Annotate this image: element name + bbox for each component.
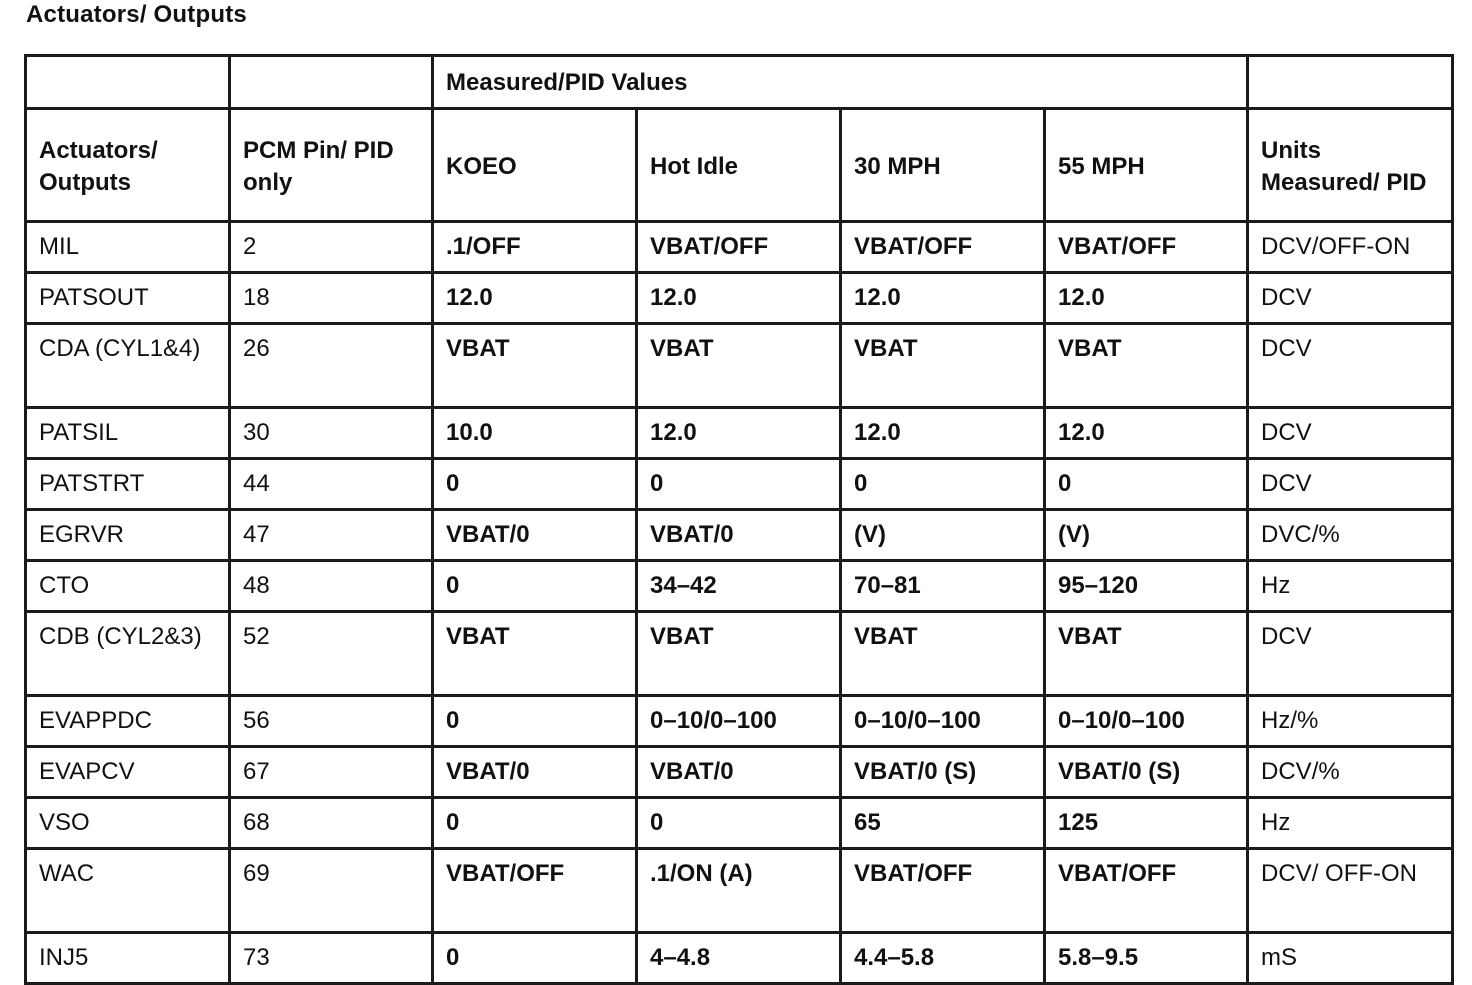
cell-30-mph: 0–10/0–100 [841, 696, 1045, 747]
cell-units: DCV [1248, 324, 1453, 408]
table-row [26, 933, 1453, 984]
cell-30-mph: VBAT [841, 612, 1045, 696]
cell-actuator-name: WAC [26, 849, 230, 933]
cell-hot-idle: 0 [637, 459, 841, 510]
cell-pcm-pin: 52 [230, 612, 433, 696]
cell-koeo: .1/OFF [433, 222, 637, 273]
cell-actuator-name: VSO [26, 798, 230, 849]
empty-header-cell [230, 56, 433, 109]
cell-30-mph: 0 [841, 459, 1045, 510]
col-header-units: Units Measured/ PID [1248, 109, 1453, 222]
cell-30-mph: 12.0 [841, 408, 1045, 459]
cell-koeo: VBAT [433, 324, 637, 408]
col-header-55-mph: 55 MPH [1045, 109, 1248, 222]
cell-units: Hz [1248, 561, 1453, 612]
cell-30-mph: 70–81 [841, 561, 1045, 612]
cell-hot-idle: VBAT/OFF [637, 222, 841, 273]
table-row [26, 273, 1453, 324]
cell-actuator-name: CDA (CYL1&4) [26, 324, 230, 408]
cell-hot-idle: 12.0 [637, 408, 841, 459]
cell-koeo: 0 [433, 696, 637, 747]
cell-koeo: 0 [433, 459, 637, 510]
table-row [26, 459, 1453, 510]
table-row [26, 798, 1453, 849]
group-header-measured-pid: Measured/PID Values [433, 56, 1248, 109]
cell-actuator-name: CTO [26, 561, 230, 612]
cell-actuator-name: PATSOUT [26, 273, 230, 324]
cell-55-mph: VBAT [1045, 324, 1248, 408]
cell-55-mph: VBAT/OFF [1045, 849, 1248, 933]
cell-koeo: 0 [433, 561, 637, 612]
cell-units: DCV [1248, 612, 1453, 696]
cell-55-mph: VBAT/0 (S) [1045, 747, 1248, 798]
table-row [26, 849, 1453, 933]
cell-hot-idle: .1/ON (A) [637, 849, 841, 933]
cell-units: Hz [1248, 798, 1453, 849]
cell-30-mph: 65 [841, 798, 1045, 849]
cell-koeo: 12.0 [433, 273, 637, 324]
cell-30-mph: VBAT/0 (S) [841, 747, 1045, 798]
cell-units: DCV [1248, 459, 1453, 510]
table-row [26, 324, 1453, 408]
cell-55-mph: 125 [1045, 798, 1248, 849]
cell-pcm-pin: 44 [230, 459, 433, 510]
cell-pcm-pin: 67 [230, 747, 433, 798]
cell-hot-idle: VBAT/0 [637, 510, 841, 561]
cell-pcm-pin: 47 [230, 510, 433, 561]
cell-hot-idle: VBAT [637, 324, 841, 408]
cell-pcm-pin: 73 [230, 933, 433, 984]
cell-30-mph: VBAT [841, 324, 1045, 408]
cell-hot-idle: 34–42 [637, 561, 841, 612]
table-row [26, 696, 1453, 747]
column-header-row [26, 109, 1453, 222]
cell-hot-idle: 0–10/0–100 [637, 696, 841, 747]
cell-55-mph: VBAT [1045, 612, 1248, 696]
empty-header-cell [26, 56, 230, 109]
cell-30-mph: (V) [841, 510, 1045, 561]
cell-55-mph: 95–120 [1045, 561, 1248, 612]
table-row [26, 747, 1453, 798]
cell-pcm-pin: 30 [230, 408, 433, 459]
cell-actuator-name: EVAPCV [26, 747, 230, 798]
cell-55-mph: (V) [1045, 510, 1248, 561]
group-header-row [26, 56, 1453, 109]
col-header-30-mph: 30 MPH [841, 109, 1045, 222]
cell-pcm-pin: 68 [230, 798, 433, 849]
cell-pcm-pin: 18 [230, 273, 433, 324]
table-row [26, 561, 1453, 612]
cell-pcm-pin: 48 [230, 561, 433, 612]
cell-koeo: VBAT/OFF [433, 849, 637, 933]
cell-hot-idle: 0 [637, 798, 841, 849]
cell-units: DCV [1248, 408, 1453, 459]
actuators-outputs-table [24, 54, 1454, 985]
cell-hot-idle: VBAT/0 [637, 747, 841, 798]
cell-units: DCV/ OFF-ON [1248, 849, 1453, 933]
cell-30-mph: VBAT/OFF [841, 849, 1045, 933]
col-header-actuators: Actuators/ Outputs [26, 109, 230, 222]
cell-units: mS [1248, 933, 1453, 984]
cell-pcm-pin: 69 [230, 849, 433, 933]
cell-55-mph: 5.8–9.5 [1045, 933, 1248, 984]
cell-55-mph: 12.0 [1045, 408, 1248, 459]
col-header-koeo: KOEO [433, 109, 637, 222]
table-row [26, 222, 1453, 273]
table-row [26, 408, 1453, 459]
cell-units: DCV [1248, 273, 1453, 324]
page-title: Actuators/ Outputs [26, 1, 247, 28]
cell-actuator-name: PATSTRT [26, 459, 230, 510]
table-row [26, 510, 1453, 561]
cell-55-mph: 0–10/0–100 [1045, 696, 1248, 747]
cell-koeo: 0 [433, 798, 637, 849]
cell-pcm-pin: 26 [230, 324, 433, 408]
cell-units: Hz/% [1248, 696, 1453, 747]
cell-units: DCV/OFF-ON [1248, 222, 1453, 273]
cell-pcm-pin: 56 [230, 696, 433, 747]
cell-actuator-name: MIL [26, 222, 230, 273]
col-header-pcm-pin: PCM Pin/ PID only [230, 109, 433, 222]
cell-koeo: VBAT/0 [433, 510, 637, 561]
cell-actuator-name: EVAPPDC [26, 696, 230, 747]
cell-hot-idle: VBAT [637, 612, 841, 696]
cell-koeo: VBAT [433, 612, 637, 696]
col-header-hot-idle: Hot Idle [637, 109, 841, 222]
cell-units: DCV/% [1248, 747, 1453, 798]
cell-actuator-name: EGRVR [26, 510, 230, 561]
cell-actuator-name: PATSIL [26, 408, 230, 459]
cell-30-mph: 12.0 [841, 273, 1045, 324]
cell-hot-idle: 12.0 [637, 273, 841, 324]
cell-koeo: 10.0 [433, 408, 637, 459]
cell-30-mph: VBAT/OFF [841, 222, 1045, 273]
cell-units: DVC/% [1248, 510, 1453, 561]
cell-koeo: 0 [433, 933, 637, 984]
empty-header-cell [1248, 56, 1453, 109]
cell-pcm-pin: 2 [230, 222, 433, 273]
cell-koeo: VBAT/0 [433, 747, 637, 798]
cell-actuator-name: INJ5 [26, 933, 230, 984]
cell-actuator-name: CDB (CYL2&3) [26, 612, 230, 696]
cell-30-mph: 4.4–5.8 [841, 933, 1045, 984]
cell-55-mph: 0 [1045, 459, 1248, 510]
table-row [26, 612, 1453, 696]
cell-hot-idle: 4–4.8 [637, 933, 841, 984]
cell-55-mph: 12.0 [1045, 273, 1248, 324]
cell-55-mph: VBAT/OFF [1045, 222, 1248, 273]
